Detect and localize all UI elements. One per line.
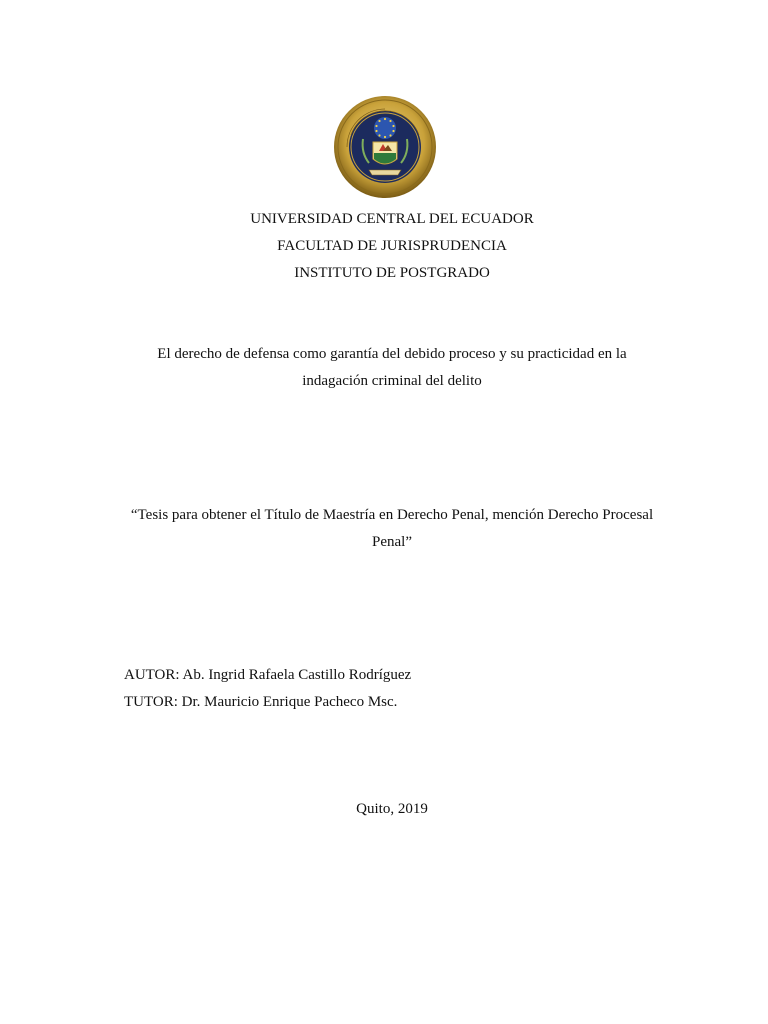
place-date: Quito, 2019: [356, 801, 428, 817]
university-name: UNIVERSIDAD CENTRAL DEL ECUADOR: [250, 211, 534, 227]
degree-statement-line-1: “Tesis para obtener el Título de Maestría en Derecho Penal, mención Derecho Procesal: [130, 507, 654, 523]
tutor-line: TUTOR: Dr. Mauricio Enrique Pacheco Msc.: [124, 694, 398, 710]
thesis-title-line-1: El derecho de defensa como garantía del debido proceso y su practicidad en la: [157, 346, 627, 362]
institute-name: INSTITUTO DE POSTGRADO: [294, 265, 490, 281]
degree-statement-line-2: Penal”: [372, 534, 412, 550]
author-line: AUTOR: Ab. Ingrid Rafaela Castillo Rodríguez: [124, 667, 412, 683]
university-seal-icon: [333, 95, 437, 199]
faculty-name: FACULTAD DE JURISPRUDENCIA: [277, 238, 507, 254]
thesis-title-line-2: indagación criminal del delito: [302, 373, 482, 389]
